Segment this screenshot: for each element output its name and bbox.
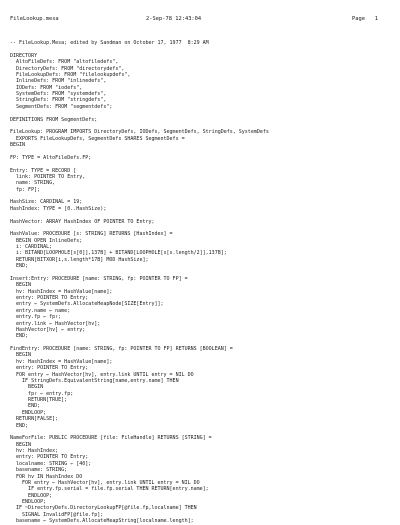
- code-line: ENDLOOP;: [10, 409, 47, 416]
- code-line: SIGNAL InvalidFP[@file.fp];: [10, 511, 104, 518]
- code-line: entry: POINTER TO Entry;: [10, 365, 89, 372]
- file-name: FileLookup.mesa: [10, 16, 59, 22]
- code-line: Insert:Entry: PROCEDURE [name: STRING, fp: POINTER TO FP] =: [10, 275, 188, 282]
- code-line: name: STRING,: [10, 180, 56, 187]
- code-line: FP: TYPE = AltoFileDefs.FP;: [10, 154, 92, 161]
- code-line: BEGIN: [10, 142, 26, 148]
- code-line: HashIndex: TYPE = [0..HashSize);: [10, 205, 107, 212]
- code-line: ENDLOOP;: [10, 499, 47, 505]
- code-line: HashValue: PROCEDURE [s: STRING] RETURNS [HashIndex] =: [10, 231, 173, 238]
- code-line: BEGIN OPEN InlineDefs;: [10, 237, 83, 244]
- code-line: RETURN[FALSE];: [10, 416, 59, 423]
- code-line: DirectoryDefs: FROM "directorydefs",: [10, 65, 125, 72]
- code-line: hv: HashIndex = HashValue[name];: [10, 358, 113, 365]
- code-line: FOR hv IN HashIndex DO: [10, 473, 83, 480]
- code-line: entry.name ← name;: [10, 307, 71, 314]
- code-line: BEGIN: [10, 282, 32, 289]
- code-line: SegmentDefs: FROM "segmentdefs";: [10, 103, 113, 110]
- code-line: EXPORTS FileLookupDefs, SegmentDefs SHARES SegmentDefs =: [10, 135, 185, 142]
- code-line: DIRECTORY: [10, 52, 38, 59]
- code-line: FOR entry ← HashVector[hv], entry.link UNTIL entry = NIL DO: [10, 479, 200, 486]
- code-line: basename: STRING;: [10, 467, 68, 474]
- code-line: BEGIN: [10, 384, 44, 391]
- code-line: END;: [10, 263, 29, 270]
- code-line: basename ← SystemDefs.AllocateHeapString[localname.length];: [10, 518, 194, 525]
- code-line: BEGIN: [10, 352, 32, 359]
- code-line: BEGIN: [10, 441, 32, 448]
- code-line: Entry: TYPE = RECORD [: [10, 167, 77, 174]
- code-line: fp: FP];: [10, 186, 41, 193]
- code-line: ENDLOOP;: [10, 492, 53, 499]
- code-line: entry ← SystemDefs.AllocateHeapNode[SIZE[Entry]];: [10, 301, 164, 308]
- code-line: AltoFileDefs: FROM "altofiledefs",: [10, 59, 119, 66]
- print-datetime: 2-Sep-78 12:43:04: [146, 16, 202, 22]
- code-line: FileLookupDefs: FROM "filelookupdefs",: [10, 71, 131, 78]
- code-line: entry: POINTER TO Entry;: [10, 454, 89, 461]
- page-indicator: [352, 16, 378, 23]
- code-line: NameForFile: PUBLIC PROCEDURE [file: FileHandle] RETURNS [STRING] =: [10, 435, 212, 442]
- code-line: FindEntry: PROCEDURE [name: STRING, fp: POINTER TO FP] RETURNS [BOOLEAN] =: [10, 346, 233, 352]
- code-line: entry.fp ← fp↑;: [10, 314, 62, 321]
- code-line: HashVector: ARRAY HashIndex OF POINTER TO Entry;: [10, 218, 155, 225]
- code-line: END;: [10, 333, 29, 340]
- code-line: IF ~DirectoryDefs.DirectoryLookupFP[@file.fp,localname] THEN: [10, 505, 197, 512]
- code-line: hv: HashIndex = HashValue[name];: [10, 288, 113, 295]
- code-line: link: POINTER TO Entry,: [10, 173, 86, 180]
- code-line: RETURN[TRUE];: [10, 397, 68, 403]
- code-line: HashSize: CARDINAL = 19;: [10, 199, 83, 206]
- code-line: IODefs: FROM "iodefs",: [10, 84, 83, 91]
- code-line: fp↑ ← entry.fp;: [10, 390, 74, 397]
- code-line: -- FileLookup.Mesa; edited by Sandman on October 17, 1977 8:29 AM: [10, 40, 209, 46]
- code-line: END;: [10, 422, 29, 429]
- code-line: FOR entry ← HashVector[hv], entry.link UNTIL entry = NIL DO: [10, 371, 194, 378]
- code-line: i: CARDINAL;: [10, 244, 53, 250]
- code-line: IF StringDefs.EquivalentString[name,entry.name] THEN: [10, 377, 179, 384]
- page-number: 1: [374, 16, 378, 22]
- code-line: END;: [10, 403, 41, 410]
- code-line: StringDefs: FROM "stringdefs",: [10, 97, 107, 104]
- code-line: IF entry.fp.serial = file.fp.serial THEN RETURN[entry.name];: [10, 486, 209, 493]
- source-listing: [10, 40, 378, 525]
- code-line: localname: STRING ← [40];: [10, 460, 92, 467]
- code-line: RETURN[BITXOR[i,s.length*17B] MOD HashSize];: [10, 256, 149, 263]
- page-label: Page: [352, 16, 365, 22]
- code-line: FileLookup: PROGRAM IMPORTS DirectoryDefs, IODefs, SegmentDefs, StringDefs, SystemDefs: [10, 129, 269, 136]
- code-line: hv: HashIndex;: [10, 448, 59, 454]
- code-line: entry.link ← HashVector[hv];: [10, 320, 101, 327]
- code-line: DEFINITIONS FROM SegmentDefs;: [10, 116, 98, 123]
- code-line: InlineDefs: FROM "inlinedefs",: [10, 78, 107, 85]
- code-line: i: BITAND[LOOPHOLE[s[0]],137B] + BITAND[LOOPHOLE[s[s.length/2]],137B];: [10, 250, 227, 257]
- code-line: entry: POINTER TO Entry;: [10, 295, 89, 301]
- code-line: HashVector[hv] ← entry;: [10, 326, 86, 333]
- code-line: SystemDefs: FROM "systemdefs",: [10, 91, 107, 97]
